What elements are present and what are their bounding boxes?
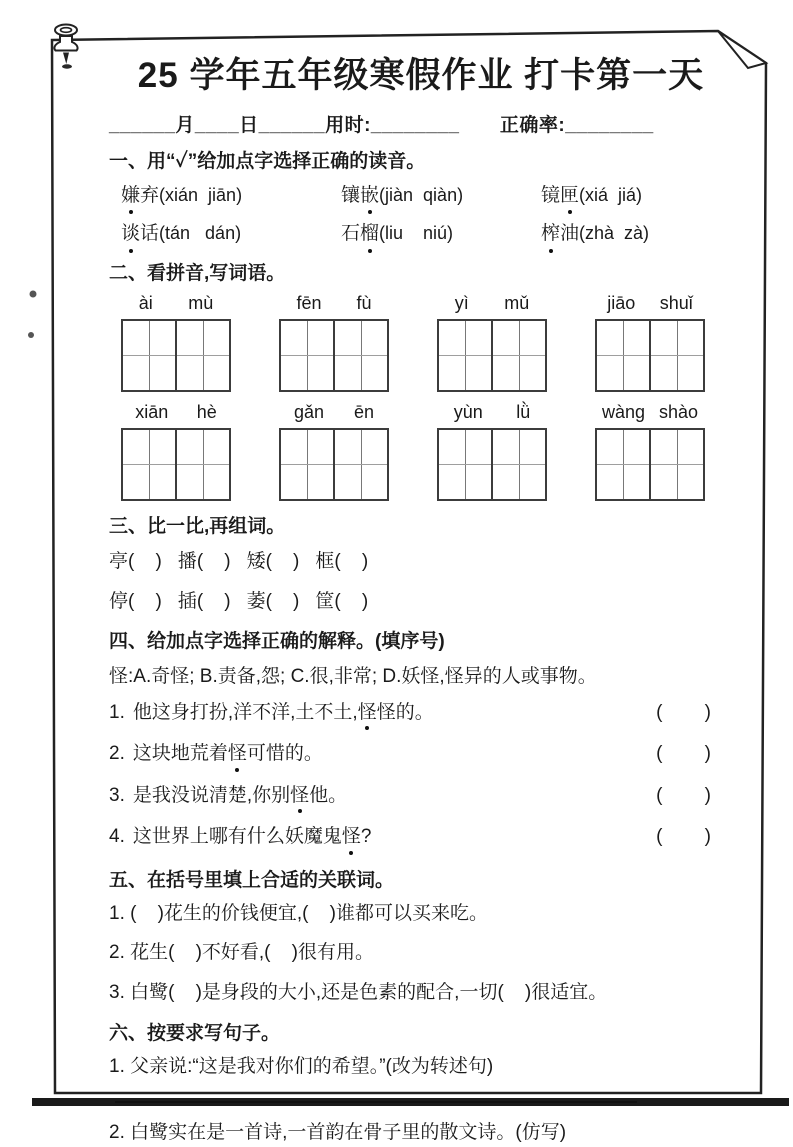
dotted-char: 榨 <box>541 219 560 248</box>
compare-char: 萎 <box>246 590 266 612</box>
dotted-char: 怪 <box>290 782 309 810</box>
pinyin-labels <box>595 293 705 314</box>
pinyin-grid-block <box>121 293 231 392</box>
section2-row <box>109 402 733 501</box>
pinyin-syllable: jiāo <box>607 292 636 313</box>
answer-parens: ( ) <box>656 701 711 723</box>
pinyin-syllable: yùn <box>453 401 483 422</box>
section1-row <box>109 219 733 248</box>
pinyin-labels <box>121 402 231 423</box>
compare-char: 停 <box>109 590 129 612</box>
writing-cell <box>437 428 493 501</box>
pinyin-syllable: shào <box>658 401 698 422</box>
pinyin-syllable: mǔ <box>504 292 530 313</box>
writing-cell <box>333 428 389 501</box>
section2-row <box>109 293 733 392</box>
pinyin-syllable: wàng <box>601 401 645 422</box>
word-pre: 镶 <box>341 184 361 206</box>
pinyin-labels <box>121 293 231 314</box>
definition-line: 怪:A.奇怪; B.责备,怨; C.很,非常; D.妖怪,怪异的人或事物。 <box>109 665 597 687</box>
pinyin-labels <box>437 402 547 423</box>
answer-parens: ( ) <box>656 784 711 806</box>
pinyin-syllable: lǜ <box>516 401 531 422</box>
word-pre: 镜 <box>541 184 561 206</box>
item-number: 1. <box>109 701 125 723</box>
question-rest: ? <box>360 826 372 848</box>
pinyin-syllable: fù <box>356 292 372 313</box>
section6-heading: 六、按要求写句子。 <box>109 1023 281 1045</box>
dotted-char: 嵌 <box>360 181 379 210</box>
pinyin-syllable: gǎn <box>293 401 325 422</box>
writing-cell <box>649 428 705 501</box>
pinyin-grid-block <box>279 293 389 392</box>
writing-grid <box>121 319 231 392</box>
question-rest: 他。 <box>309 784 348 806</box>
pinyin-syllable: mù <box>188 292 214 313</box>
dotted-char: 嫌 <box>121 181 140 210</box>
word-pinyin: (tán dán) <box>159 223 242 244</box>
section3-row <box>109 586 733 613</box>
blank-parens: ( ) <box>196 590 231 612</box>
dotted-char: 怪 <box>342 823 361 851</box>
answer-parens: ( ) <box>656 743 711 765</box>
compare-item <box>109 586 162 613</box>
dotted-char: 榴 <box>360 219 379 248</box>
question-text <box>109 782 347 810</box>
writing-grid <box>437 428 547 501</box>
sentence-item: 2. 白鹭实在是一首诗,一首韵在骨子里的散文诗。(仿写) <box>109 1122 567 1143</box>
compare-char: 矮 <box>246 550 266 572</box>
pinyin-labels <box>595 402 705 423</box>
writing-grid <box>279 428 389 501</box>
word-pinyin: (xián jiān) <box>159 184 243 205</box>
word-pinyin: (zhà zà) <box>579 223 650 244</box>
writing-cell <box>491 319 547 392</box>
section1-row <box>109 181 733 210</box>
dotted-char: 匣 <box>560 181 579 210</box>
ink-speck <box>28 332 34 338</box>
question-pre: 是我没说清楚,你别 <box>132 784 291 806</box>
blank-parens: ( ) <box>128 590 162 612</box>
word-rest: 油 <box>560 223 580 245</box>
writing-grid <box>279 319 389 392</box>
writing-cell <box>649 319 705 392</box>
sentence-item: 1. ( )花生的价钱便宜,( )谁都可以买来吃。 <box>109 902 488 924</box>
pinyin-syllable: ēn <box>353 401 374 422</box>
writing-cell <box>437 319 493 392</box>
compare-char: 框 <box>315 550 335 572</box>
question-pre: 他这身打扮,洋不洋,土不土, <box>132 701 358 723</box>
compare-item <box>247 546 300 573</box>
question-text <box>109 740 323 768</box>
word-pre: 石 <box>341 223 361 245</box>
word-rest: 话 <box>140 223 160 245</box>
word-item <box>121 219 341 248</box>
word-item <box>541 219 733 248</box>
pinyin-syllable: ài <box>138 292 153 313</box>
pinyin-syllable: xiān <box>135 401 169 422</box>
writing-cell <box>279 428 335 501</box>
compare-char: 播 <box>177 550 197 572</box>
compare-char: 亭 <box>109 550 129 572</box>
question-pre: 这世界上哪有什么妖魔鬼 <box>132 826 342 848</box>
writing-cell <box>121 428 177 501</box>
writing-cell <box>279 319 335 392</box>
compare-char: 筐 <box>315 590 335 612</box>
item-number: 2. <box>109 743 125 765</box>
ink-speck <box>30 291 37 298</box>
pinyin-syllable: yì <box>454 292 469 313</box>
compare-item <box>109 546 162 573</box>
sentence-item: 1. 父亲说:“这是我对你们的希望。”(改为转述句) <box>109 1056 494 1078</box>
sentence-item: 3. 白鹭( )是身段的大小,还是色素的配合,一切( )很适宜。 <box>109 981 608 1003</box>
pinyin-grid-block <box>595 293 705 392</box>
answer-writing-line <box>115 1101 637 1103</box>
word-item <box>121 181 341 210</box>
question-item <box>109 823 733 851</box>
compare-item <box>247 586 300 613</box>
section3-heading: 三、比一比,再组词。 <box>109 515 286 537</box>
dotted-char: 谈 <box>121 219 140 248</box>
pinyin-grid-block <box>595 402 705 501</box>
blank-parens: ( ) <box>128 550 162 572</box>
pinyin-syllable: shuǐ <box>659 292 693 313</box>
section1-heading: 一、用“✓”给加点字选择正确的读音。 <box>109 150 426 172</box>
item-number: 3. <box>109 784 125 806</box>
pinyin-grid-block <box>437 402 547 501</box>
word-pinyin: (xiá jiá) <box>579 184 643 205</box>
compare-item <box>315 586 368 613</box>
writing-cell <box>175 428 231 501</box>
pinyin-grid-block <box>437 293 547 392</box>
pinyin-labels <box>279 293 389 314</box>
date-time-accuracy-line: ______月____日______用时:________ 正确率:________ <box>109 114 654 136</box>
item-number: 4. <box>109 826 125 848</box>
question-rest: 怪的。 <box>376 701 434 723</box>
question-pre: 这块地荒着 <box>132 743 228 765</box>
pinyin-grid-block <box>121 402 231 501</box>
pinyin-labels <box>437 293 547 314</box>
writing-cell <box>175 319 231 392</box>
writing-grid <box>437 319 547 392</box>
question-item <box>109 699 733 727</box>
word-rest: 弃 <box>140 184 160 206</box>
writing-cell <box>333 319 389 392</box>
question-text <box>109 699 434 727</box>
dotted-char: 怪 <box>228 740 247 768</box>
writing-cell <box>595 428 651 501</box>
compare-item <box>178 586 231 613</box>
question-item <box>109 782 733 810</box>
worksheet-content <box>55 42 761 1143</box>
answer-parens: ( ) <box>656 826 711 848</box>
word-item <box>541 181 733 210</box>
blank-parens: ( ) <box>265 590 300 612</box>
pinyin-labels <box>279 402 389 423</box>
pinyin-syllable: hè <box>196 401 217 422</box>
blank-parens: ( ) <box>196 550 231 572</box>
blank-parens: ( ) <box>334 550 369 572</box>
dotted-char: 怪 <box>358 699 377 727</box>
pinyin-grid-block <box>279 402 389 501</box>
question-item <box>109 740 733 768</box>
question-rest: 可惜的。 <box>246 743 323 765</box>
word-item <box>341 219 541 248</box>
sentence-item: 2. 花生( )不好看,( )很有用。 <box>109 942 374 964</box>
word-pinyin: (liu niú) <box>379 223 454 244</box>
compare-item <box>315 546 368 573</box>
compare-item <box>178 546 231 573</box>
writing-grid <box>595 428 705 501</box>
section5-heading: 五、在括号里填上合适的关联词。 <box>109 869 395 891</box>
writing-cell <box>595 319 651 392</box>
compare-char: 插 <box>177 590 197 612</box>
push-pin-icon <box>49 22 83 74</box>
writing-grid <box>595 319 705 392</box>
word-item <box>341 181 541 210</box>
question-text <box>109 823 371 851</box>
section4-heading: 四、给加点字选择正确的解释。(填序号) <box>109 630 445 652</box>
page-title: 25 学年五年级寒假作业 打卡第一天 <box>137 56 705 95</box>
writing-cell <box>121 319 177 392</box>
blank-parens: ( ) <box>334 590 369 612</box>
writing-grid <box>121 428 231 501</box>
pinyin-syllable: fēn <box>296 292 322 313</box>
writing-cell <box>491 428 547 501</box>
blank-parens: ( ) <box>265 550 300 572</box>
section2-heading: 二、看拼音,写词语。 <box>109 262 286 284</box>
section3-row <box>109 546 733 573</box>
word-pinyin: (jiàn qiàn) <box>379 184 464 205</box>
